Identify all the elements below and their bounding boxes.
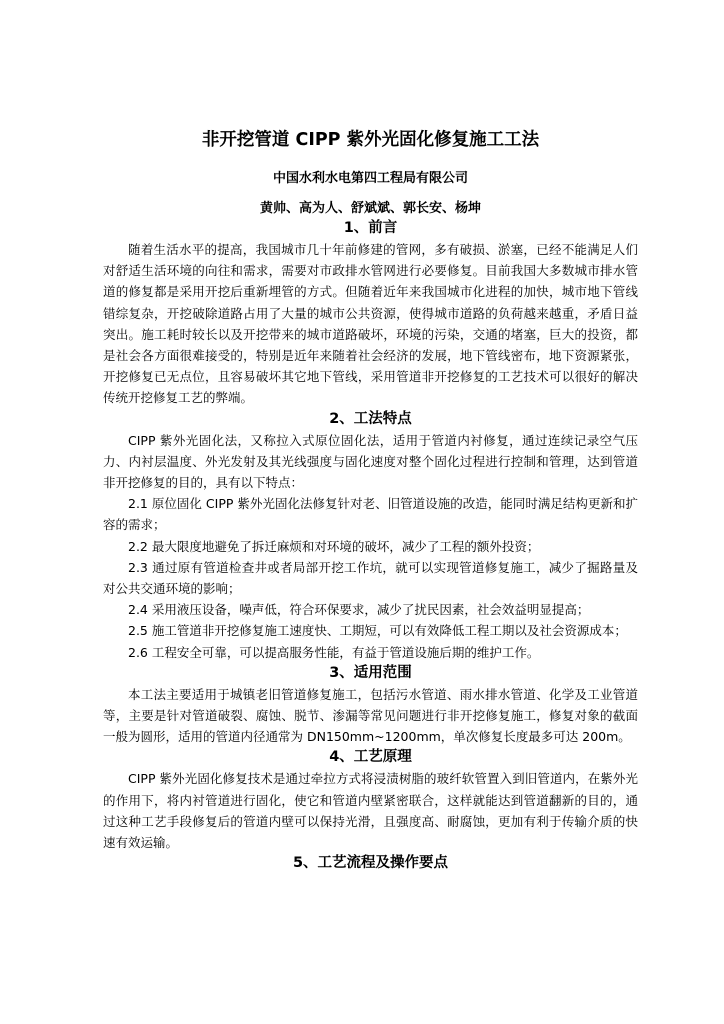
organization-name: 中国水利水电第四工程局有限公司 [272,171,468,186]
document-title: 非开挖管道 CIPP 紫外光固化修复施工工法 [201,130,540,150]
paragraph: CIPP 紫外光固化法，又称拉入式原位固化法，适用于管道内衬修复，通过连续记录空气压力、内衬层温度、外光发射及其光线强度与固化速度对整个固化过程进行控制和管理，达到管道非开挖修复的目的，具有以下特点： [103,432,638,491]
feature-item: 2.5 施工管道非开挖修复施工速度快、工期短，可以有效降低工程工期以及社会资源成本； [128,623,627,639]
section-heading: 4、工艺原理 [329,749,412,766]
paragraph: 本工法主要适用于城镇老旧管道修复施工，包括污水管道、雨水排水管道、化学及工业管道等，主要是针对管道破裂、腐蚀、脱节、渗漏等常见问题进行非开挖修复施工，修复对象的截面一般为圆形，适用的管道内径通常为 DN150mm~1200mm，单次修复长度最多可达 200m。 [103,686,638,745]
feature-item: 2.6 工程安全可靠，可以提高服务性能，有益于管道设施后期的维护工作。 [128,644,540,660]
author-list: 黄帅、高为人、舒斌斌、郭长安、杨坤 [259,201,481,216]
section-process [103,853,638,874]
paragraph: CIPP 紫外光固化修复技术是通过牵拉方式将浸渍树脂的玻纤软管置入到旧管道内，在紫外光的作用下，将内衬管道进行固化，使它和管道内壁紧密联合，这样就能达到管道翻新的目的，通过这种工艺手段修复后的管道内壁可以保持光滑，且强度高、耐腐蚀，更加有利于传输介质的快速有效运输。 [103,771,638,851]
feature-item: 2.4 采用液压设备，噪声低，符合环保要求，减少了扰民因素，社会效益明显提高； [128,602,590,618]
feature-item: 2.2 最大限度地避免了拆迁麻烦和对环境的破坏，减少了工程的额外投资； [128,538,540,554]
section-heading: 5、工艺流程及操作要点 [292,855,449,872]
document-page [103,128,638,874]
feature-item: 2.3 通过原有管道检查井或者局部开挖工作坑，就可以实现管道修复施工，减少了掘路量及对公共交通环境的影响； [103,559,638,597]
section-heading: 3、适用范围 [329,664,412,681]
feature-item: 2.1 原位固化 CIPP 紫外光固化法修复针对老、旧管道设施的改造，能同时满足结构更新和扩容的需求； [103,496,638,533]
paragraph: 随着生活水平的提高，我国城市几十年前修建的管网，多有破损、淤塞，已经不能满足人们对舒适生活环境的向往和需求，需要对市政排水管网进行必要修复。目前我国大多数城市排水管道的修复都是采用开挖后重新埋管的方式。但随着近年来我国城市化进程的加快，城市地下管线错综复杂，开挖破除道路占用了大量的城市公共资源，使得城市道路的负荷越来越重，矛盾日益突出。施工耗时较长以及开挖带来的城市道路破坏，环境的污染，交通的堵塞，巨大的投资，都是社会各方面很难接受的，特别是近年来随着社会经济的发展，地下管线密布，地下资源紧张，开挖修复已无点位，且容易破坏其它地下管线，采用管道非开挖修复的工艺技术可以很好的解决传统开挖修复工艺的弊端。 [103,242,638,406]
section-principle [103,747,638,853]
section-features [103,409,638,663]
section-scope [103,663,638,748]
section-foreword [103,218,638,409]
section-heading: 1、前言 [343,220,398,236]
section-heading: 2、工法特点 [329,410,412,427]
